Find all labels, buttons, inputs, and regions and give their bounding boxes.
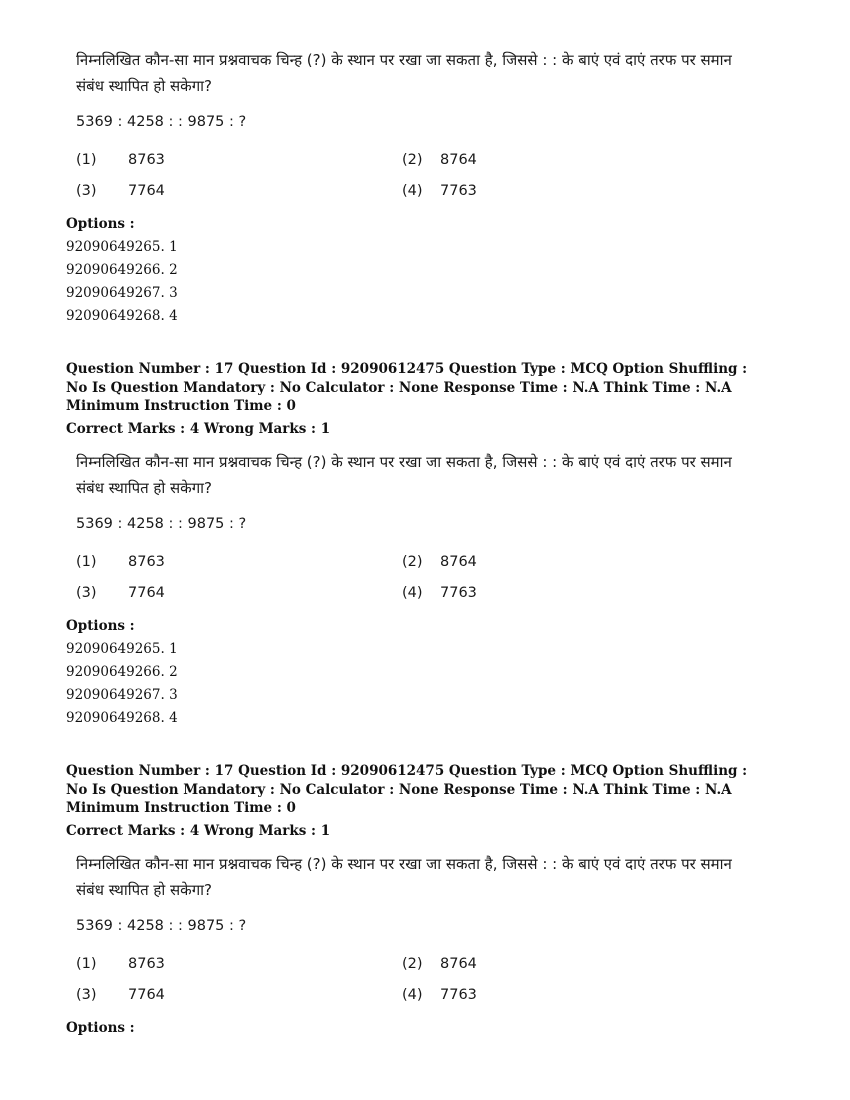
choice-1-value: 8763 — [128, 956, 165, 972]
options-label: Options : — [66, 216, 135, 232]
choice-1-value: 8763 — [128, 152, 165, 168]
option-id: 92090649267. 3 — [66, 687, 178, 703]
choice-2 — [402, 554, 477, 570]
choice-2-value: 8764 — [440, 152, 477, 168]
choice-3-value: 7764 — [128, 585, 165, 601]
options-label: Options : — [66, 618, 135, 634]
choice-3 — [76, 987, 165, 1003]
choice-4-value: 7763 — [440, 585, 477, 601]
choice-3-number: (3) — [76, 987, 97, 1003]
choice-1-number: (1) — [76, 956, 97, 972]
question-meta: Question Number : 17 Question Id : 92090612475 Question Type : MCQ Option Shuffling : No Is Question Mandatory : No Calculator : None Response Time : N.A Think Time : N.A Minimum Instruction Time : 0 — [66, 361, 748, 414]
choice-3-number: (3) — [76, 183, 97, 199]
choice-2-number: (2) — [402, 554, 423, 570]
choice-1-number: (1) — [76, 554, 97, 570]
choice-1 — [76, 956, 165, 972]
marks-info: Correct Marks : 4 Wrong Marks : 1 — [66, 421, 331, 437]
choice-4-number: (4) — [402, 183, 423, 199]
choice-4-value: 7763 — [440, 183, 477, 199]
choice-4-number: (4) — [402, 585, 423, 601]
question-text: निम्नलिखित कौन-सा मान प्रश्नवाचक चिन्ह (?) के स्थान पर रखा जा सकता है, जिससे : : के बाएं एवं दाएं तरफ पर समान संबंध स्थापित हो सकेगा? — [76, 453, 732, 497]
option-id: 92090649265. 1 — [66, 641, 178, 657]
choice-2-number: (2) — [402, 152, 423, 168]
choice-4 — [402, 987, 477, 1003]
option-id: 92090649266. 2 — [66, 262, 178, 278]
question-meta: Question Number : 17 Question Id : 92090612475 Question Type : MCQ Option Shuffling : No Is Question Mandatory : No Calculator : None Response Time : N.A Think Time : N.A Minimum Instruction Time : 0 — [66, 763, 748, 816]
choice-2 — [402, 152, 477, 168]
options-label: Options : — [66, 1020, 135, 1036]
choice-2-value: 8764 — [440, 554, 477, 570]
choice-3-value: 7764 — [128, 183, 165, 199]
choice-3-value: 7764 — [128, 987, 165, 1003]
choice-1 — [76, 152, 165, 168]
option-id: 92090649268. 4 — [66, 710, 178, 726]
choice-4 — [402, 585, 477, 601]
question-ratio: 5369 : 4258 : : 9875 : ? — [76, 516, 247, 532]
choice-1-value: 8763 — [128, 554, 165, 570]
choice-2 — [402, 956, 477, 972]
choice-3-number: (3) — [76, 585, 97, 601]
option-id: 92090649265. 1 — [66, 239, 178, 255]
option-id: 92090649268. 4 — [66, 308, 178, 324]
choice-4-number: (4) — [402, 987, 423, 1003]
choice-1-number: (1) — [76, 152, 97, 168]
question-text: निम्नलिखित कौन-सा मान प्रश्नवाचक चिन्ह (?) के स्थान पर रखा जा सकता है, जिससे : : के बाएं एवं दाएं तरफ पर समान संबंध स्थापित हो सकेगा? — [76, 855, 732, 899]
question-ratio: 5369 : 4258 : : 9875 : ? — [76, 918, 247, 934]
question-ratio: 5369 : 4258 : : 9875 : ? — [76, 114, 247, 130]
question-text: निम्नलिखित कौन-सा मान प्रश्नवाचक चिन्ह (?) के स्थान पर रखा जा सकता है, जिससे : : के बाएं एवं दाएं तरफ पर समान संबंध स्थापित हो सकेगा? — [76, 51, 732, 95]
option-id: 92090649266. 2 — [66, 664, 178, 680]
choice-2-number: (2) — [402, 956, 423, 972]
choice-4-value: 7763 — [440, 987, 477, 1003]
choice-3 — [76, 585, 165, 601]
choice-3 — [76, 183, 165, 199]
option-id: 92090649267. 3 — [66, 285, 178, 301]
choice-2-value: 8764 — [440, 956, 477, 972]
choice-4 — [402, 183, 477, 199]
marks-info: Correct Marks : 4 Wrong Marks : 1 — [66, 823, 331, 839]
choice-1 — [76, 554, 165, 570]
